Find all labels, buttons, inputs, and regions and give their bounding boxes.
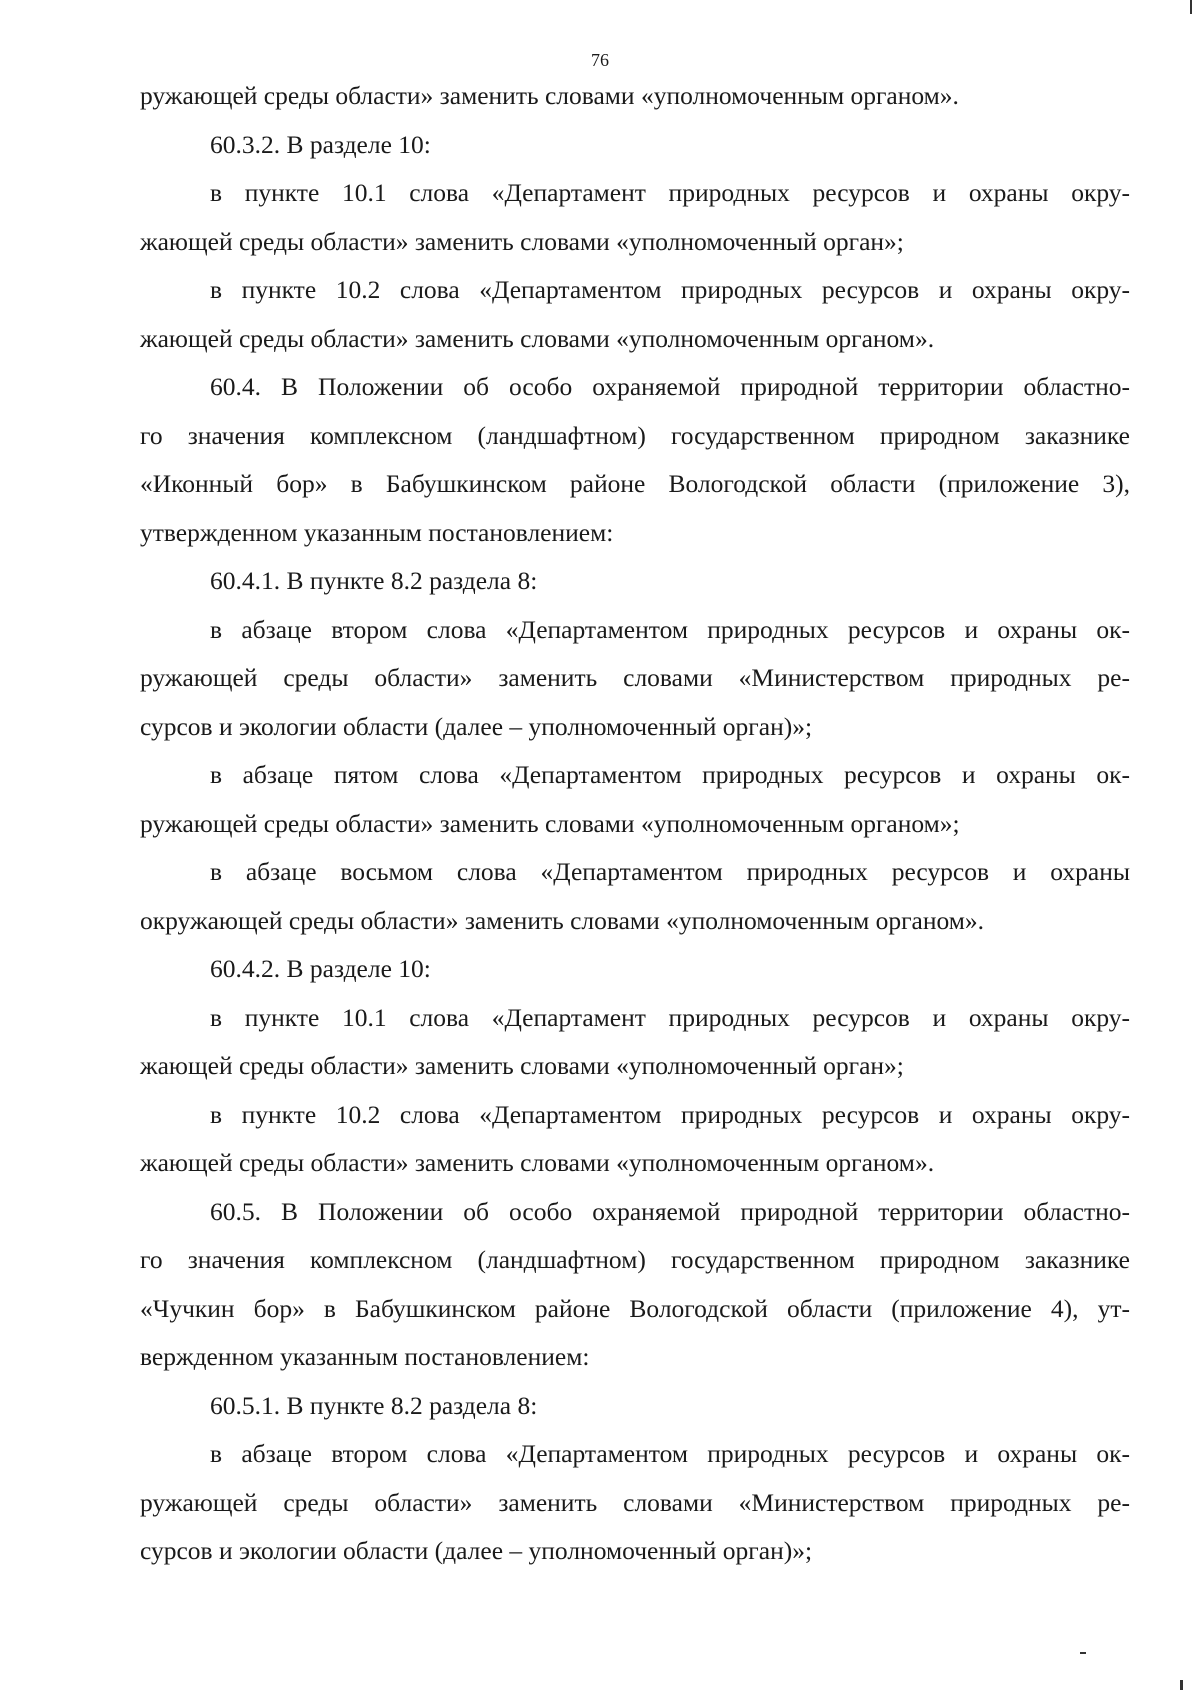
text-line: ружающей среды области» заменить словами «уполномоченным органом». [140, 81, 959, 110]
section-heading [140, 945, 1130, 994]
text-line: сурсов и экологии области (далее – уполномоченный орган)»; [140, 1536, 813, 1565]
text-line: в абзаце втором слова «Департаментом природных ресурсов и охраны ок- [210, 614, 1130, 644]
text-line: го значения комплексном (ландшафтном) государственном природном заказнике [140, 1245, 1130, 1274]
text-line: ружающей среды области» заменить словами «Министерством природных ре- [140, 663, 1130, 692]
text-line: утвержденном указанным постановлением: [140, 517, 614, 547]
section-heading [140, 1382, 1130, 1431]
text-line: 60.3.2. В разделе 10: [210, 129, 431, 159]
paragraph [140, 1091, 1130, 1188]
text-line: в пункте 10.1 слова «Департамент природных ресурсов и охраны окру- [210, 178, 1130, 207]
document-body [140, 72, 1130, 1576]
text-line: в пункте 10.1 слова «Департамент природных ресурсов и охраны окру- [210, 1002, 1130, 1032]
paragraph [140, 1430, 1130, 1576]
text-line: ружающей среды области» заменить словами «Министерством природных ре- [140, 1487, 1130, 1517]
text-line: в абзаце восьмом слова «Департаментом природных ресурсов и охраны [210, 857, 1130, 886]
scan-edge-mark [1180, 1680, 1183, 1690]
paragraph [140, 606, 1130, 752]
text-line: в пункте 10.2 слова «Департаментом природных ресурсов и охраны окру- [210, 275, 1130, 304]
text-line: 60.5. В Положении об особо охраняемой природной территории областно- [210, 1196, 1130, 1226]
paragraph [140, 363, 1130, 557]
text-line: жающей среды области» заменить словами «уполномоченный орган»; [140, 226, 904, 256]
section-heading [140, 557, 1130, 606]
text-line: го значения комплексном (ландшафтном) государственном природном заказнике [140, 420, 1130, 450]
text-line: в абзаце втором слова «Департаментом природных ресурсов и охраны ок- [210, 1439, 1130, 1468]
text-line: сурсов и экологии области (далее – уполномоченный орган)»; [140, 711, 813, 741]
section-heading [140, 121, 1130, 170]
paragraph [140, 1188, 1130, 1382]
paragraph [140, 266, 1130, 363]
text-line: «Чучкин бор» в Бабушкинском районе Вологодской области (приложение 4), ут- [140, 1293, 1130, 1323]
page-number: 76 [591, 50, 609, 70]
text-line: жающей среды области» заменить словами «уполномоченным органом». [140, 323, 935, 353]
text-line: 60.5.1. В пункте 8.2 раздела 8: [210, 1390, 538, 1420]
scan-edge-mark [1080, 1652, 1086, 1654]
text-line: «Иконный бор» в Бабушкинском районе Вологодской области (приложение 3), [140, 469, 1130, 498]
text-line: в пункте 10.2 слова «Департаментом природных ресурсов и охраны окру- [210, 1099, 1130, 1129]
paragraph [140, 72, 1130, 121]
text-line: ружающей среды области» заменить словами «уполномоченным органом»; [140, 808, 960, 838]
text-line: 60.4.1. В пункте 8.2 раздела 8: [210, 566, 538, 595]
text-line: окружающей среды области» заменить словами «уполномоченным органом». [140, 905, 985, 935]
text-line: жающей среды области» заменить словами «уполномоченным органом». [140, 1148, 935, 1177]
text-line: в абзаце пятом слова «Департаментом природных ресурсов и охраны ок- [210, 760, 1130, 789]
paragraph [140, 169, 1130, 266]
text-line: 60.4.2. В разделе 10: [210, 954, 431, 983]
scan-edge-mark [1190, 0, 1192, 14]
text-line: жающей среды области» заменить словами «уполномоченный орган»; [140, 1051, 904, 1080]
paragraph [140, 994, 1130, 1091]
text-line: вержденном указанным постановлением: [140, 1342, 590, 1371]
paragraph [140, 751, 1130, 848]
text-line: 60.4. В Положении об особо охраняемой природной территории областно- [210, 372, 1130, 401]
paragraph [140, 848, 1130, 945]
